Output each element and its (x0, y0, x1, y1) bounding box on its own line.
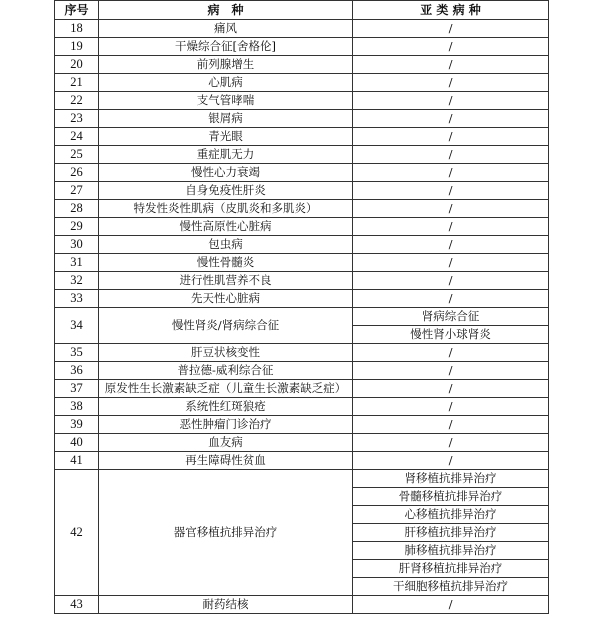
row-index: 19 (55, 38, 99, 56)
row-disease: 原发性生长激素缺乏症（儿童生长激素缺乏症） (99, 380, 353, 398)
row-subtype: 肾移植抗排异治疗 (353, 470, 549, 488)
row-subtype: / (353, 146, 549, 164)
row-disease: 前列腺增生 (99, 56, 353, 74)
row-disease: 慢性高原性心脏病 (99, 218, 353, 236)
row-subtype: / (353, 344, 549, 362)
table-row (55, 56, 549, 74)
row-disease: 重症肌无力 (99, 146, 353, 164)
disease-table (54, 0, 549, 614)
row-subtype: / (353, 254, 549, 272)
row-subtype: / (353, 56, 549, 74)
row-index: 22 (55, 92, 99, 110)
row-disease: 慢性肾炎/肾病综合征 (99, 308, 353, 344)
table-row (55, 344, 549, 362)
row-subtype: / (353, 74, 549, 92)
row-disease: 先天性心脏病 (99, 290, 353, 308)
row-subtype: 肝移植抗排异治疗 (353, 524, 549, 542)
table-row (55, 38, 549, 56)
table-row (55, 74, 549, 92)
row-subtype: / (353, 110, 549, 128)
table-row (55, 128, 549, 146)
row-index: 20 (55, 56, 99, 74)
row-subtype: / (353, 596, 549, 614)
table-row (55, 146, 549, 164)
row-disease: 再生障碍性贫血 (99, 452, 353, 470)
row-subtype: 肝肾移植抗排异治疗 (353, 560, 549, 578)
row-subtype: / (353, 272, 549, 290)
table-row (55, 20, 549, 38)
row-subtype: / (353, 416, 549, 434)
row-index: 38 (55, 398, 99, 416)
row-disease: 支气管哮喘 (99, 92, 353, 110)
row-subtype: / (353, 38, 549, 56)
table-row (55, 182, 549, 200)
row-disease: 特发性炎性肌病（皮肌炎和多肌炎） (99, 200, 353, 218)
row-disease: 肝豆状核变性 (99, 344, 353, 362)
row-index: 18 (55, 20, 99, 38)
row-index: 28 (55, 200, 99, 218)
row-subtype: 肺移植抗排异治疗 (353, 542, 549, 560)
row-subtype: / (353, 452, 549, 470)
row-disease: 慢性骨髓炎 (99, 254, 353, 272)
row-index: 29 (55, 218, 99, 236)
row-index: 24 (55, 128, 99, 146)
row-subtype: / (353, 290, 549, 308)
table-row (55, 470, 549, 488)
row-index: 26 (55, 164, 99, 182)
row-index: 35 (55, 344, 99, 362)
row-index: 39 (55, 416, 99, 434)
row-index: 37 (55, 380, 99, 398)
row-subtype: 干细胞移植抗排异治疗 (353, 578, 549, 596)
row-index: 30 (55, 236, 99, 254)
table-body (55, 20, 549, 614)
row-index: 43 (55, 596, 99, 614)
table-row (55, 308, 549, 326)
row-index: 21 (55, 74, 99, 92)
row-disease: 银屑病 (99, 110, 353, 128)
row-disease: 系统性红斑狼疮 (99, 398, 353, 416)
row-disease: 器官移植抗排异治疗 (99, 470, 353, 596)
row-subtype: / (353, 128, 549, 146)
row-disease: 血友病 (99, 434, 353, 452)
row-subtype: 心移植抗排异治疗 (353, 506, 549, 524)
row-index: 42 (55, 470, 99, 596)
table-row (55, 236, 549, 254)
table-row (55, 272, 549, 290)
row-disease: 心肌病 (99, 74, 353, 92)
table-row (55, 110, 549, 128)
row-disease: 青光眼 (99, 128, 353, 146)
header-subtype: 亚 类 病 种 (353, 1, 549, 20)
row-index: 25 (55, 146, 99, 164)
row-disease: 自身免疫性肝炎 (99, 182, 353, 200)
table-row (55, 200, 549, 218)
row-index: 36 (55, 362, 99, 380)
row-subtype: / (353, 434, 549, 452)
row-subtype: / (353, 218, 549, 236)
table-header-row (55, 1, 549, 20)
table-row (55, 452, 549, 470)
row-subtype: / (353, 182, 549, 200)
row-subtype: / (353, 362, 549, 380)
table-row (55, 434, 549, 452)
row-subtype: / (353, 200, 549, 218)
table-row (55, 290, 549, 308)
header-index: 序号 (55, 1, 99, 20)
row-index: 41 (55, 452, 99, 470)
row-disease: 耐药结核 (99, 596, 353, 614)
row-subtype: / (353, 398, 549, 416)
row-disease: 普拉德-威利综合征 (99, 362, 353, 380)
header-disease: 病 种 (99, 1, 353, 20)
row-index: 34 (55, 308, 99, 344)
table-row (55, 218, 549, 236)
table-row (55, 380, 549, 398)
row-index: 40 (55, 434, 99, 452)
row-subtype: 骨髓移植抗排异治疗 (353, 488, 549, 506)
row-disease: 包虫病 (99, 236, 353, 254)
row-subtype: 肾病综合征 (353, 308, 549, 326)
row-subtype: / (353, 92, 549, 110)
row-disease: 恶性肿瘤门诊治疗 (99, 416, 353, 434)
table-row (55, 398, 549, 416)
row-index: 33 (55, 290, 99, 308)
row-subtype: / (353, 236, 549, 254)
row-index: 23 (55, 110, 99, 128)
row-subtype: / (353, 164, 549, 182)
row-index: 32 (55, 272, 99, 290)
row-subtype: 慢性肾小球肾炎 (353, 326, 549, 344)
row-disease: 干燥综合征[舍格伦] (99, 38, 353, 56)
row-index: 31 (55, 254, 99, 272)
table-row (55, 416, 549, 434)
table-row (55, 164, 549, 182)
row-subtype: / (353, 20, 549, 38)
table-row (55, 596, 549, 614)
table-row (55, 362, 549, 380)
row-disease: 进行性肌营养不良 (99, 272, 353, 290)
row-index: 27 (55, 182, 99, 200)
row-disease: 慢性心力衰竭 (99, 164, 353, 182)
table-row (55, 254, 549, 272)
table-row (55, 92, 549, 110)
row-disease: 痛风 (99, 20, 353, 38)
row-subtype: / (353, 380, 549, 398)
